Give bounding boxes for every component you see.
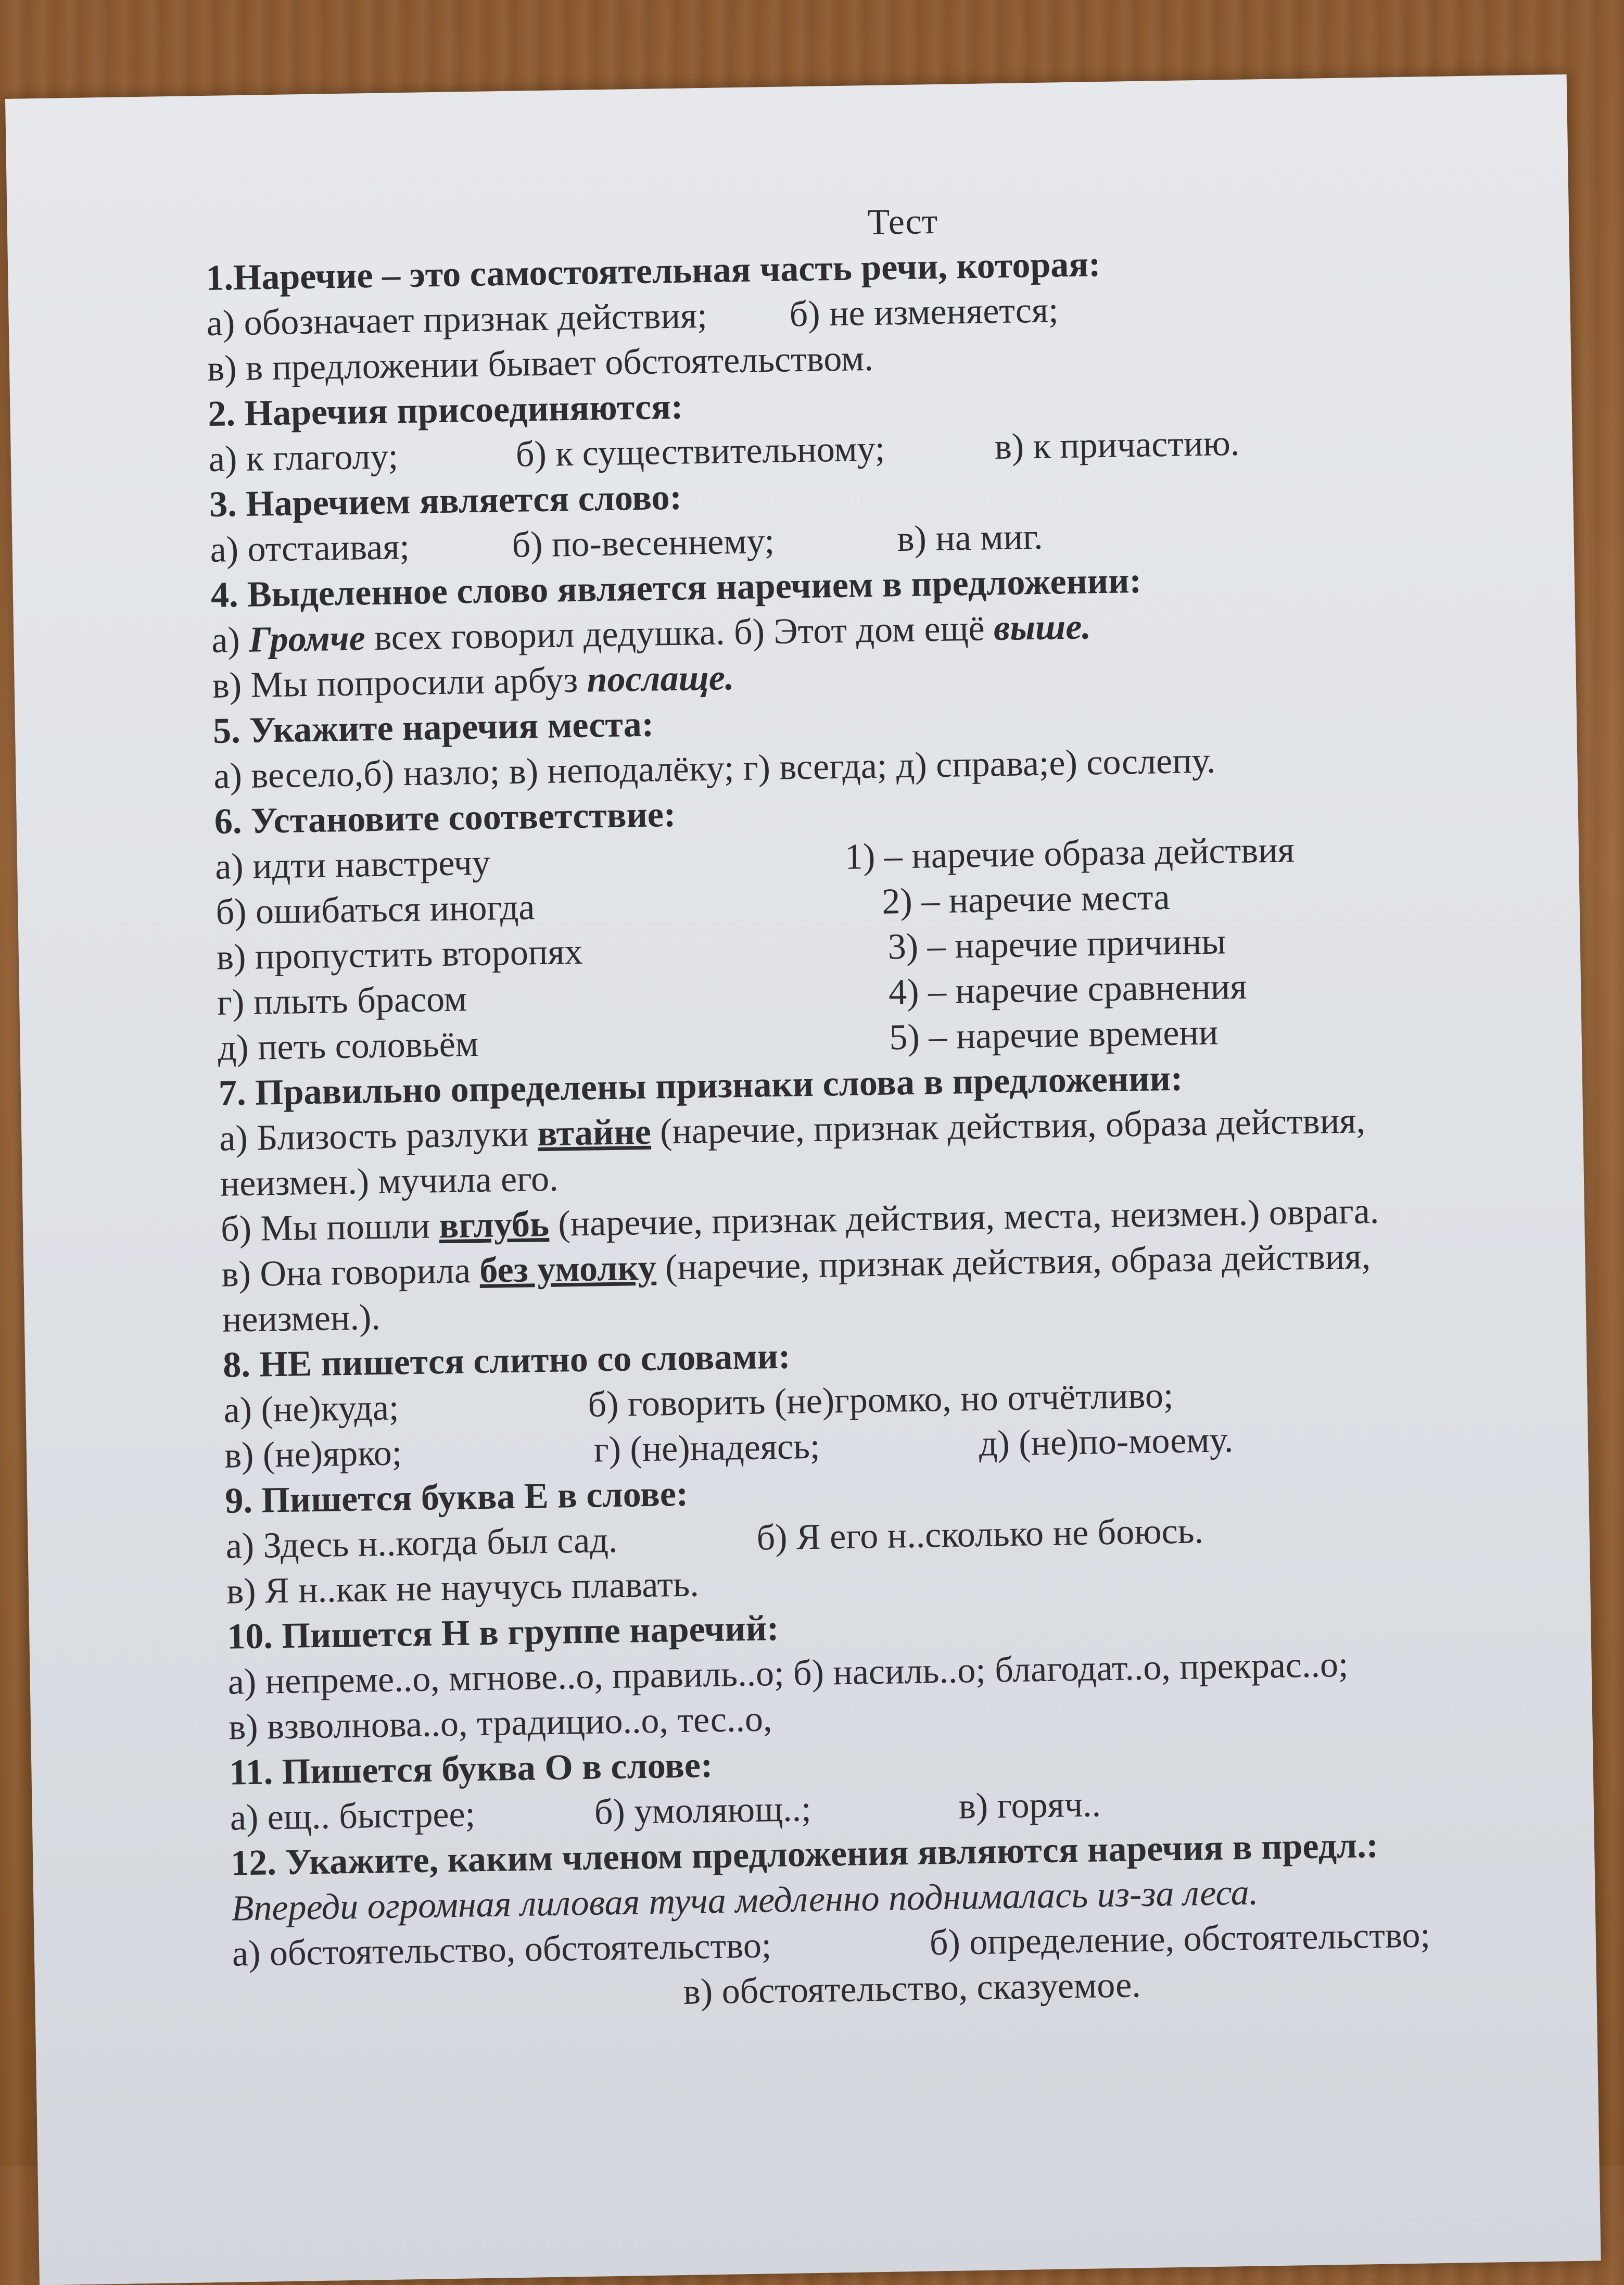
q8-option-c: в) (не)ярко; [224, 1433, 402, 1476]
q7-option-a-rest: (наречие, признак действия, образа действия, [651, 1101, 1366, 1152]
q7-option-c-word: без умолку [479, 1247, 657, 1291]
test-sheet [5, 74, 1601, 2285]
question-2: 2. Наречия присоединяются: [207, 386, 683, 434]
q12-sentence: Впереди огромная лиловая туча медленно поднималась из-за леса. [231, 1872, 1259, 1929]
q11-option-c: в) горяч.. [958, 1784, 1101, 1827]
q6-left-item: в) пропустить второпях [216, 931, 583, 978]
question-12: 12. Укажите, каким членом предложения являются наречия в предл.: [230, 1825, 1379, 1884]
question-7: 7. Правильно определены признаки слова в предложении: [218, 1058, 1183, 1114]
q6-right-item: 1) – наречие образа действия [844, 830, 1295, 877]
question-5: 5. Укажите наречия места: [212, 704, 654, 751]
q7-option-b-rest: (наречие, признак действия, места, неизмен.) оврага. [549, 1191, 1379, 1244]
question-3: 3. Наречием является слово: [209, 477, 682, 525]
q4-option-a-prefix: а) [211, 620, 249, 661]
question-10: 10. Пишется Н в группе наречий: [226, 1608, 779, 1657]
q10-option-b: в) взволнова..о, традицио..о, тес..о, [228, 1699, 772, 1748]
q7-option-a-word: втайне [537, 1112, 652, 1154]
question-4: 4. Выделенное слово является наречием в предложении: [210, 560, 1142, 615]
q2-option-a: а) к глаголу; [208, 436, 399, 479]
q1-option-c: в) в предложении бывает обстоятельством. [207, 338, 874, 389]
q1-option-b: б) не изменяется; [789, 290, 1059, 335]
q7-option-a-continued: неизмен.) мучила его. [220, 1158, 559, 1204]
q9-option-b: б) Я его н..сколько не боюсь. [756, 1511, 1204, 1558]
q8-option-d: г) (не)надеясь; [593, 1426, 820, 1470]
q2-option-c: в) к причастию. [994, 423, 1240, 468]
q6-right-item: 3) – наречие причины [887, 921, 1226, 967]
q8-option-e: д) (не)по-моему. [979, 1420, 1234, 1464]
q9-option-a: а) Здесь н..когда был сад. [225, 1520, 618, 1567]
q11-option-b: б) умоляющ..; [594, 1789, 812, 1833]
test-content [205, 190, 1565, 2022]
question-11: 11. Пишется буква О в слове: [229, 1745, 713, 1793]
q6-right-item: 2) – наречие места [881, 877, 1171, 922]
q3-option-a: а) отстаивая; [210, 526, 410, 570]
q4-option-a-rest: всех говорил дедушка. б) Этот дом ещё [365, 608, 994, 659]
q6-left-item: г) плыть брасом [217, 979, 467, 1023]
q12-option-a: а) обстоятельство, обстоятельство; [232, 1925, 772, 1974]
q9-option-c: в) Я н..как не научусь плавать. [226, 1564, 700, 1612]
q8-option-a: а) (не)куда; [223, 1387, 399, 1431]
q4-option-c-prefix: в) Мы попросили арбуз [212, 660, 588, 706]
q3-option-b: б) по-весеннему; [511, 521, 775, 565]
q2-option-b: б) к существительному; [515, 428, 885, 475]
q7-option-c-rest: (наречие, признак действия, образа действия, [656, 1236, 1371, 1288]
q10-option-a: а) непреме..о, мгнове..о, правиль..о; б) насиль..о; благодат..о, прекрас..о; [227, 1644, 1349, 1702]
q3-option-c: в) на миг. [896, 516, 1044, 560]
q7-option-c-continued: неизмен.). [222, 1297, 381, 1340]
q4-option-b-word: выше. [993, 607, 1092, 649]
q4-option-a-word: Громче [248, 618, 366, 660]
page-title: Тест [867, 201, 938, 243]
q7-option-b-prefix: б) Мы пошли [220, 1206, 440, 1249]
question-9: 9. Пишется буква Е в слове: [224, 1473, 689, 1521]
q6-right-item: 5) – наречие времени [889, 1012, 1219, 1058]
q12-option-b: б) определение, обстоятельство; [929, 1915, 1431, 1963]
q12-option-c: в) обстоятельство, сказуемое. [683, 1965, 1141, 2012]
q6-left-item: а) идти навстречу [214, 842, 491, 887]
q4-option-c-word: послаще. [586, 658, 734, 700]
q6-left-item: д) петь соловьём [218, 1024, 479, 1068]
q7-option-b-word: вглубь [438, 1204, 550, 1246]
q1-option-a: а) обозначает признак действия; [206, 295, 708, 344]
q6-left-item: б) ошибаться иногда [215, 887, 535, 932]
q5-options: а) весело,б) назло; в) неподалёку; г) всегда; д) справа;е) сослепу. [213, 740, 1216, 797]
q11-option-a: а) ещ.. быстрее; [230, 1794, 476, 1838]
q7-option-c-prefix: в) Она говорила [221, 1250, 480, 1295]
q6-right-item: 4) – наречие сравнения [888, 966, 1247, 1013]
q7-option-a-prefix: а) Близость разлуки [219, 1114, 538, 1159]
question-8: 8. НЕ пишется слитно со словами: [222, 1336, 791, 1385]
q8-option-b: б) говорить (не)громко, но отчётливо; [587, 1375, 1174, 1425]
question-1: 1.Наречие – это самостоятельная часть речи, которая: [205, 244, 1101, 298]
question-6: 6. Установите соответствие: [214, 794, 676, 842]
